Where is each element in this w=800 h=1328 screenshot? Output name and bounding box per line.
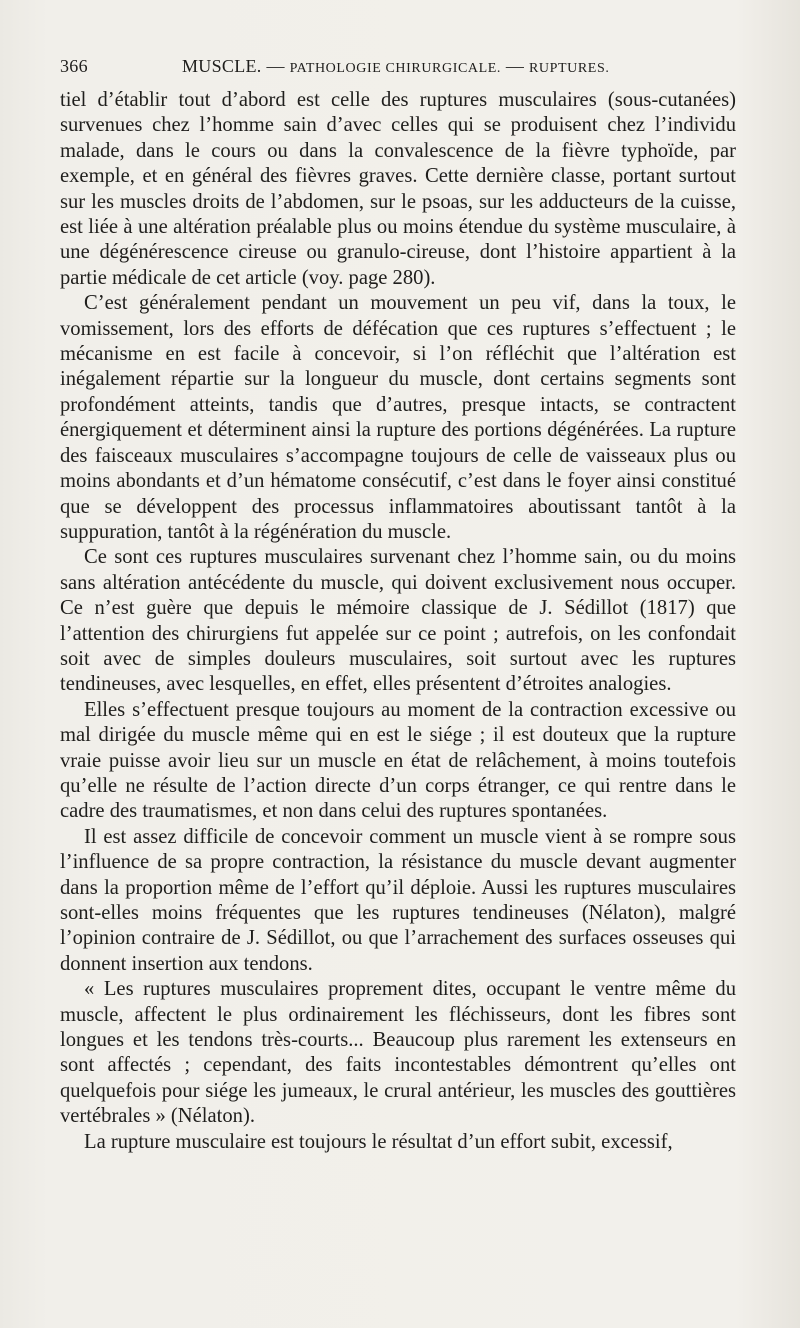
paragraph: La rupture musculaire est toujours le résultat d’un effort subit, excessif, xyxy=(84,1130,673,1153)
body-text xyxy=(60,88,736,1155)
section-title: PATHOLOGIE CHIRURGICALE. xyxy=(289,61,502,76)
header-dash: — xyxy=(505,56,525,76)
paragraph: tiel d’établir tout d’abord est celle des ruptures musculaires (sous-cutanées) survenues chez l’homme sain d’avec celles qui se produisent chez l’individu malade, dans le cours ou dans la convalescence de la fièvre typhoïde, par exemple, et en général des fièvres graves. Cette dernière classe, portant surtout sur les muscles droits de l’abdomen, sur le psoas, sur les adducteurs de la cuisse, est liée à une altération préalable plus ou moins étendue du système musculaire, à une dégénérescence cireuse ou granulo-cireuse, dont l’histoire appartient à la partie médicale de cet article (voy. page 280). xyxy=(60,89,736,289)
article-title: MUSCLE. xyxy=(182,56,262,76)
page-number: 366 xyxy=(60,56,88,76)
paragraph: Elles s’effectuent presque toujours au moment de la contraction excessive ou mal dirigée du muscle même qui en est le siége ; il est douteux que la rupture vraie puisse avoir lieu sur un muscle en état de relâchement, à moins toutefois qu’elle ne résulte de l’action directe d’un corps étranger, ce qui rentre dans le cadre des traumatismes, et non dans celui des ruptures spontanées. xyxy=(60,698,736,823)
running-title xyxy=(182,56,609,77)
header-dash: — xyxy=(266,56,285,76)
running-header xyxy=(60,56,736,82)
subsection-title: RUPTURES. xyxy=(528,61,610,76)
paragraph: C’est généralement pendant un mouvement un peu vif, dans la toux, le vomissement, lors des efforts de défécation que ces ruptures s’effectuent ; le mécanisme en est facile à concevoir, si l’on réfléchit que l’altération est inégalement répartie sur la longueur du muscle, dont certains segments sont profondément atteints, tandis que d’autres, presque intacts, se contractent énergiquement et déterminent ainsi la rupture des portions dégénérées. La rupture des faisceaux musculaires s’accompagne toujours de celle de vaisseaux plus ou moins abondants et d’un hématome consécutif, c’est dans le foyer ainsi constitué que se développent des processus inflammatoires aboutissant tantôt à la suppuration, tantôt à la régénération du muscle. xyxy=(60,292,736,543)
paragraph: « Les ruptures musculaires proprement dites, occupant le ventre même du muscle, affectent le plus ordinairement les fléchisseurs, dont les fibres sont longues et les tendons très-courts... Beaucoup plus rarement les extenseurs en sont affectés ; cependant, des faits incontestables démontrent qu’elles ont quelquefois pour siége les jumeaux, le crural antérieur, les muscles des gouttières vertébrales » (Nélaton). xyxy=(60,978,736,1128)
paragraph: Ce sont ces ruptures musculaires survenant chez l’homme sain, ou du moins sans altération antécédente du muscle, qui doivent exclusivement nous occuper. Ce n’est guère que depuis le mémoire classique de J. Sédillot (1817) que l’attention des chirurgiens fut appelée sur ce point ; autrefois, on les confondait soit avec de simples douleurs musculaires, soit surtout avec les ruptures tendineuses, avec lesquelles, en effet, elles présentent d’étroites analogies. xyxy=(60,546,736,696)
paragraph: Il est assez difficile de concevoir comment un muscle vient à se rompre sous l’influence de sa propre contraction, la résistance du muscle devant augmenter dans la proportion même de l’effort qu’il déploie. Aussi les ruptures musculaires sont-elles moins fréquentes que les ruptures tendineuses (Nélaton), malgré l’opinion contraire de J. Sédillot, ou que l’arrachement des surfaces osseuses qui donnent insertion aux tendons. xyxy=(60,825,736,975)
